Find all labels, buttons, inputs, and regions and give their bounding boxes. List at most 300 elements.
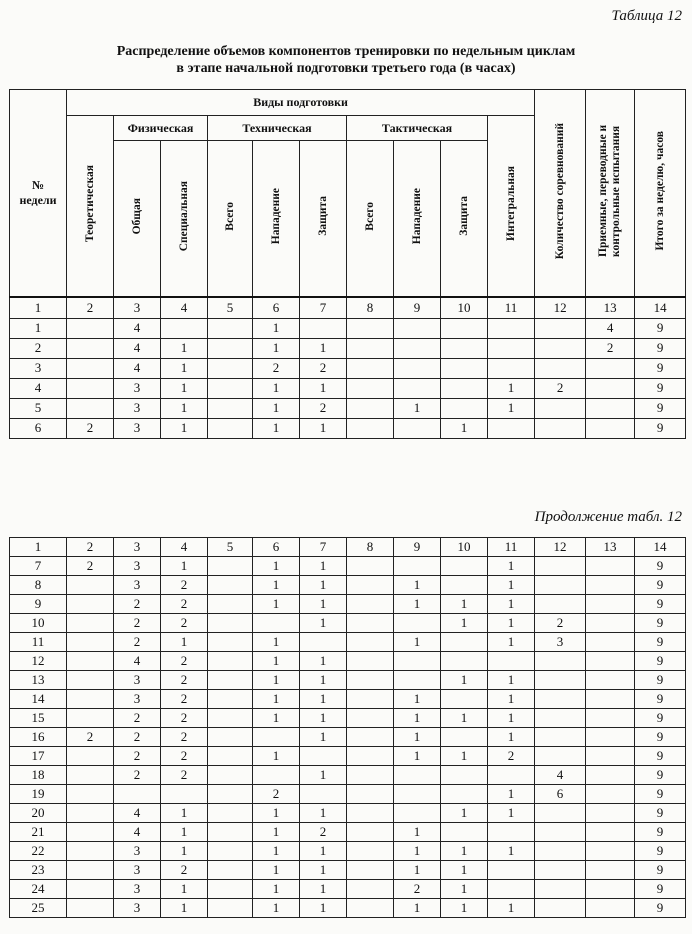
table-cell <box>394 418 441 438</box>
table-cell <box>67 690 114 709</box>
table-cell <box>535 747 586 766</box>
table-cell: 2 <box>161 728 208 747</box>
table-cell: 1 <box>394 823 441 842</box>
table-cell <box>586 785 635 804</box>
table-cell: 21 <box>10 823 67 842</box>
header-tactical: Тактическая <box>347 116 488 141</box>
table-cell: 9 <box>635 899 686 918</box>
table-cell <box>586 671 635 690</box>
table-cell <box>586 652 635 671</box>
table-cell <box>394 378 441 398</box>
table-cell: 1 <box>488 709 535 728</box>
table-cell: 1 <box>253 576 300 595</box>
table-cell: 1 <box>441 899 488 918</box>
table-cell <box>300 633 347 652</box>
table-cell: 2 <box>394 880 441 899</box>
table-cell <box>347 709 394 728</box>
header-technical-attack: Нападение <box>253 141 300 297</box>
table-cell: 1 <box>488 690 535 709</box>
table-cell: 10 <box>441 297 488 319</box>
table-cell: 1 <box>300 595 347 614</box>
table-cell: 12 <box>10 652 67 671</box>
table-cell: 9 <box>635 709 686 728</box>
table-cell: 1 <box>441 418 488 438</box>
table-cell: 1 <box>253 709 300 728</box>
table-row <box>10 358 686 378</box>
table-cell: 1 <box>441 747 488 766</box>
table-cell <box>347 338 394 358</box>
table-row <box>10 398 686 418</box>
header-special: Специальная <box>161 141 208 297</box>
table-cell <box>208 614 253 633</box>
table-cell: 1 <box>300 576 347 595</box>
table-cell: 9 <box>635 398 686 418</box>
table-row <box>10 785 686 804</box>
table-cell <box>208 318 253 338</box>
table-row <box>10 418 686 438</box>
table-cell: 2 <box>114 709 161 728</box>
table-row <box>10 804 686 823</box>
table-cell <box>347 398 394 418</box>
table-cell <box>535 338 586 358</box>
table-cell <box>535 899 586 918</box>
table-cell <box>586 378 635 398</box>
table-cell <box>208 378 253 398</box>
table-cell: 2 <box>161 766 208 785</box>
table-cell <box>441 728 488 747</box>
table-cell: 1 <box>253 690 300 709</box>
table-cell: 9 <box>394 297 441 319</box>
table-cell: 2 <box>300 398 347 418</box>
table-cell: 1 <box>253 861 300 880</box>
table-cell <box>347 861 394 880</box>
table-cell: 1 <box>300 880 347 899</box>
table-cell: 9 <box>635 358 686 378</box>
table-cell: 1 <box>441 709 488 728</box>
header-physical: Физическая <box>114 116 208 141</box>
table-cell: 4 <box>114 823 161 842</box>
table-cell: 14 <box>10 690 67 709</box>
table-cell: 1 <box>488 842 535 861</box>
table-cell <box>586 398 635 418</box>
header-week-total: Итого за неделю, часов <box>635 90 686 297</box>
table-cell <box>586 690 635 709</box>
table-cell <box>347 690 394 709</box>
table-cell <box>441 557 488 576</box>
table-cell: 1 <box>253 557 300 576</box>
table-cell: 13 <box>586 297 635 319</box>
table-cell <box>535 652 586 671</box>
table-cell: 2 <box>67 538 114 557</box>
table-cell <box>347 576 394 595</box>
table-cell: 1 <box>161 418 208 438</box>
table-cell: 9 <box>635 728 686 747</box>
table-cell <box>535 823 586 842</box>
table-cell <box>67 709 114 728</box>
table-cell: 1 <box>161 398 208 418</box>
table-cell: 19 <box>10 785 67 804</box>
table-cell <box>208 785 253 804</box>
table-cell: 1 <box>300 557 347 576</box>
table-cell <box>347 614 394 633</box>
table-cell: 9 <box>635 318 686 338</box>
table-cell: 1 <box>488 785 535 804</box>
table-cell <box>347 899 394 918</box>
table-cell: 2 <box>161 690 208 709</box>
column-number-row <box>10 538 686 557</box>
table-cell <box>67 614 114 633</box>
table-cell: 1 <box>488 671 535 690</box>
table-cell: 14 <box>635 538 686 557</box>
table-cell: 7 <box>10 557 67 576</box>
table-cell <box>347 823 394 842</box>
table-cell <box>67 318 114 338</box>
table-cell <box>586 899 635 918</box>
table-cell: 9 <box>635 690 686 709</box>
table-cell: 2 <box>114 728 161 747</box>
table-cell <box>347 633 394 652</box>
table-cell <box>488 338 535 358</box>
table-cell: 2 <box>300 358 347 378</box>
table-cell <box>347 595 394 614</box>
table-cell: 1 <box>488 378 535 398</box>
table-cell <box>586 842 635 861</box>
table-cell <box>67 576 114 595</box>
table-cell: 17 <box>10 747 67 766</box>
table-cell: 4 <box>535 766 586 785</box>
table-cell: 1 <box>394 633 441 652</box>
table-row <box>10 595 686 614</box>
table-cell: 9 <box>635 880 686 899</box>
table-cell <box>67 595 114 614</box>
table-row <box>10 671 686 690</box>
table-cell: 1 <box>253 880 300 899</box>
table-cell <box>67 899 114 918</box>
table-cell <box>586 880 635 899</box>
table-cell: 1 <box>441 880 488 899</box>
table-cell: 2 <box>586 338 635 358</box>
table-cell <box>208 338 253 358</box>
table-cell <box>586 614 635 633</box>
table-cell: 2 <box>161 614 208 633</box>
table-cell: 2 <box>67 297 114 319</box>
table-cell <box>347 842 394 861</box>
table-cell: 1 <box>488 899 535 918</box>
table-cell <box>67 398 114 418</box>
table-row <box>10 652 686 671</box>
table-cell <box>394 318 441 338</box>
table-cell: 1 <box>441 671 488 690</box>
table-cell <box>586 633 635 652</box>
table-title-line-2: в этапе начальной подготовки третьего года (в часах) <box>176 61 516 76</box>
table-cell: 1 <box>488 728 535 747</box>
table-cell: 9 <box>635 804 686 823</box>
table-cell <box>394 766 441 785</box>
table-cell: 1 <box>253 899 300 918</box>
table-cell: 4 <box>10 378 67 398</box>
table-cell <box>535 576 586 595</box>
table-cell <box>347 671 394 690</box>
table-cell <box>67 785 114 804</box>
table-cell <box>535 861 586 880</box>
table-cell: 24 <box>10 880 67 899</box>
table-cell: 1 <box>161 804 208 823</box>
table-cell: 6 <box>535 785 586 804</box>
table-cell <box>208 557 253 576</box>
header-tests: Приемные, переводные и контрольные испытания <box>586 90 635 297</box>
table-cell: 4 <box>114 358 161 378</box>
table-cell <box>347 728 394 747</box>
table-cell <box>347 318 394 338</box>
table-cell: 3 <box>114 538 161 557</box>
table-cell: 1 <box>300 728 347 747</box>
table-cell: 1 <box>161 358 208 378</box>
table-cell <box>67 633 114 652</box>
table-cell: 1 <box>441 861 488 880</box>
table-cell <box>161 318 208 338</box>
table-cell: 1 <box>488 804 535 823</box>
table-cell: 1 <box>488 633 535 652</box>
table-cell: 1 <box>394 842 441 861</box>
table-cell: 13 <box>586 538 635 557</box>
table-cell: 1 <box>253 652 300 671</box>
table-cell <box>114 785 161 804</box>
table-cell: 1 <box>300 766 347 785</box>
table-cell: 4 <box>114 338 161 358</box>
header-technical-total: Всего <box>208 141 253 297</box>
table-cell <box>586 418 635 438</box>
table-cell: 2 <box>161 861 208 880</box>
header-technical: Техническая <box>208 116 347 141</box>
table-cell <box>208 804 253 823</box>
training-distribution-table-continued <box>9 537 686 918</box>
table-cell: 11 <box>10 633 67 652</box>
table-cell: 1 <box>394 690 441 709</box>
table-cell: 8 <box>347 297 394 319</box>
table-cell: 3 <box>114 418 161 438</box>
table-cell: 3 <box>114 378 161 398</box>
table-cell: 1 <box>300 614 347 633</box>
table-cell <box>586 766 635 785</box>
table-cell <box>67 358 114 378</box>
table-cell: 1 <box>441 804 488 823</box>
table-cell: 2 <box>114 614 161 633</box>
table-cell: 6 <box>253 538 300 557</box>
table-cell <box>208 418 253 438</box>
table-cell <box>535 557 586 576</box>
table-cell <box>441 766 488 785</box>
table-cell: 1 <box>300 861 347 880</box>
table-cell <box>208 842 253 861</box>
table-cell: 2 <box>114 747 161 766</box>
table-cell: 1 <box>161 633 208 652</box>
table-cell: 1 <box>253 671 300 690</box>
table-cell: 1 <box>394 576 441 595</box>
table-cell: 9 <box>635 595 686 614</box>
table-cell <box>161 785 208 804</box>
table-cell: 4 <box>161 297 208 319</box>
table-cell <box>586 747 635 766</box>
table-row <box>10 378 686 398</box>
table-cell <box>67 861 114 880</box>
table-body-part-1 <box>10 297 686 439</box>
table-cell: 11 <box>488 538 535 557</box>
table-row <box>10 557 686 576</box>
table-cell: 2 <box>67 418 114 438</box>
table-cell <box>347 785 394 804</box>
table-cell: 20 <box>10 804 67 823</box>
table-cell: 10 <box>441 538 488 557</box>
table-cell <box>586 823 635 842</box>
table-cell <box>253 614 300 633</box>
table-cell: 1 <box>10 297 67 319</box>
table-cell <box>488 652 535 671</box>
table-cell: 5 <box>10 398 67 418</box>
table-cell: 4 <box>161 538 208 557</box>
continuation-caption: Продолжение табл. 12 <box>534 509 682 525</box>
table-cell: 9 <box>635 652 686 671</box>
table-row <box>10 747 686 766</box>
table-cell: 2 <box>114 766 161 785</box>
table-cell: 3 <box>114 842 161 861</box>
table-cell: 1 <box>253 747 300 766</box>
table-cell <box>208 398 253 418</box>
table-cell <box>347 418 394 438</box>
header-tactical-defense: Защита <box>441 141 488 297</box>
table-cell: 9 <box>635 861 686 880</box>
table-cell <box>394 557 441 576</box>
table-cell <box>441 823 488 842</box>
table-cell <box>394 338 441 358</box>
table-cell <box>347 557 394 576</box>
table-cell: 1 <box>394 728 441 747</box>
table-cell: 1 <box>300 804 347 823</box>
table-cell: 18 <box>10 766 67 785</box>
table-cell: 1 <box>253 418 300 438</box>
table-cell <box>347 358 394 378</box>
table-cell: 1 <box>161 823 208 842</box>
table-cell: 9 <box>635 671 686 690</box>
table-cell: 1 <box>161 338 208 358</box>
table-cell: 3 <box>114 690 161 709</box>
table-cell <box>347 378 394 398</box>
table-cell <box>67 804 114 823</box>
table-cell: 2 <box>253 785 300 804</box>
table-cell: 2 <box>114 595 161 614</box>
table-caption: Таблица 12 <box>611 8 682 24</box>
table-body-part-2 <box>10 538 686 918</box>
table-cell: 1 <box>394 861 441 880</box>
table-cell: 1 <box>161 880 208 899</box>
table-cell <box>535 804 586 823</box>
table-row <box>10 842 686 861</box>
table-cell <box>488 880 535 899</box>
table-cell: 9 <box>635 766 686 785</box>
table-cell: 9 <box>635 576 686 595</box>
table-row <box>10 633 686 652</box>
table-cell <box>488 823 535 842</box>
table-row <box>10 728 686 747</box>
table-cell <box>253 728 300 747</box>
table-cell <box>394 671 441 690</box>
table-cell: 1 <box>161 557 208 576</box>
table-cell: 3 <box>114 398 161 418</box>
table-cell <box>67 842 114 861</box>
table-row <box>10 614 686 633</box>
table-cell: 2 <box>535 614 586 633</box>
table-cell: 1 <box>300 690 347 709</box>
table-cell <box>488 861 535 880</box>
table-cell: 6 <box>253 297 300 319</box>
table-cell: 1 <box>253 595 300 614</box>
table-cell: 10 <box>10 614 67 633</box>
table-cell <box>441 576 488 595</box>
table-cell: 12 <box>535 538 586 557</box>
table-row <box>10 576 686 595</box>
table-cell <box>488 318 535 338</box>
table-cell: 9 <box>635 785 686 804</box>
table-cell <box>347 804 394 823</box>
table-cell: 1 <box>441 614 488 633</box>
table-cell: 15 <box>10 709 67 728</box>
table-cell <box>253 766 300 785</box>
table-cell <box>67 747 114 766</box>
table-cell: 1 <box>394 709 441 728</box>
table-cell: 14 <box>635 297 686 319</box>
table-cell <box>535 398 586 418</box>
table-cell <box>441 652 488 671</box>
table-cell <box>208 358 253 378</box>
table-cell: 1 <box>253 842 300 861</box>
table-cell <box>535 690 586 709</box>
table-cell: 13 <box>10 671 67 690</box>
table-cell: 1 <box>253 398 300 418</box>
table-cell: 1 <box>488 576 535 595</box>
table-cell <box>441 633 488 652</box>
table-cell <box>208 671 253 690</box>
table-cell: 4 <box>586 318 635 338</box>
table-cell: 1 <box>488 557 535 576</box>
table-cell: 9 <box>635 378 686 398</box>
table-cell: 3 <box>114 880 161 899</box>
table-cell <box>394 358 441 378</box>
table-cell <box>441 338 488 358</box>
header-week: № недели <box>10 90 67 297</box>
table-cell <box>441 785 488 804</box>
table-cell <box>208 766 253 785</box>
table-cell <box>488 766 535 785</box>
table-cell <box>208 880 253 899</box>
table-cell: 1 <box>441 595 488 614</box>
table-cell: 9 <box>635 557 686 576</box>
table-cell: 3 <box>114 671 161 690</box>
table-title-line-1: Распределение объемов компонентов тренировки по недельным циклам <box>116 44 576 59</box>
table-cell: 23 <box>10 861 67 880</box>
table-cell: 1 <box>253 804 300 823</box>
table-cell <box>347 652 394 671</box>
table-cell: 9 <box>394 538 441 557</box>
table-cell: 1 <box>253 823 300 842</box>
table-cell: 2 <box>161 709 208 728</box>
table-cell <box>208 690 253 709</box>
table-cell: 1 <box>488 595 535 614</box>
table-cell <box>67 880 114 899</box>
table-cell <box>208 747 253 766</box>
table-cell: 1 <box>300 418 347 438</box>
table-cell <box>208 633 253 652</box>
table-cell: 2 <box>67 557 114 576</box>
table-cell: 9 <box>10 595 67 614</box>
